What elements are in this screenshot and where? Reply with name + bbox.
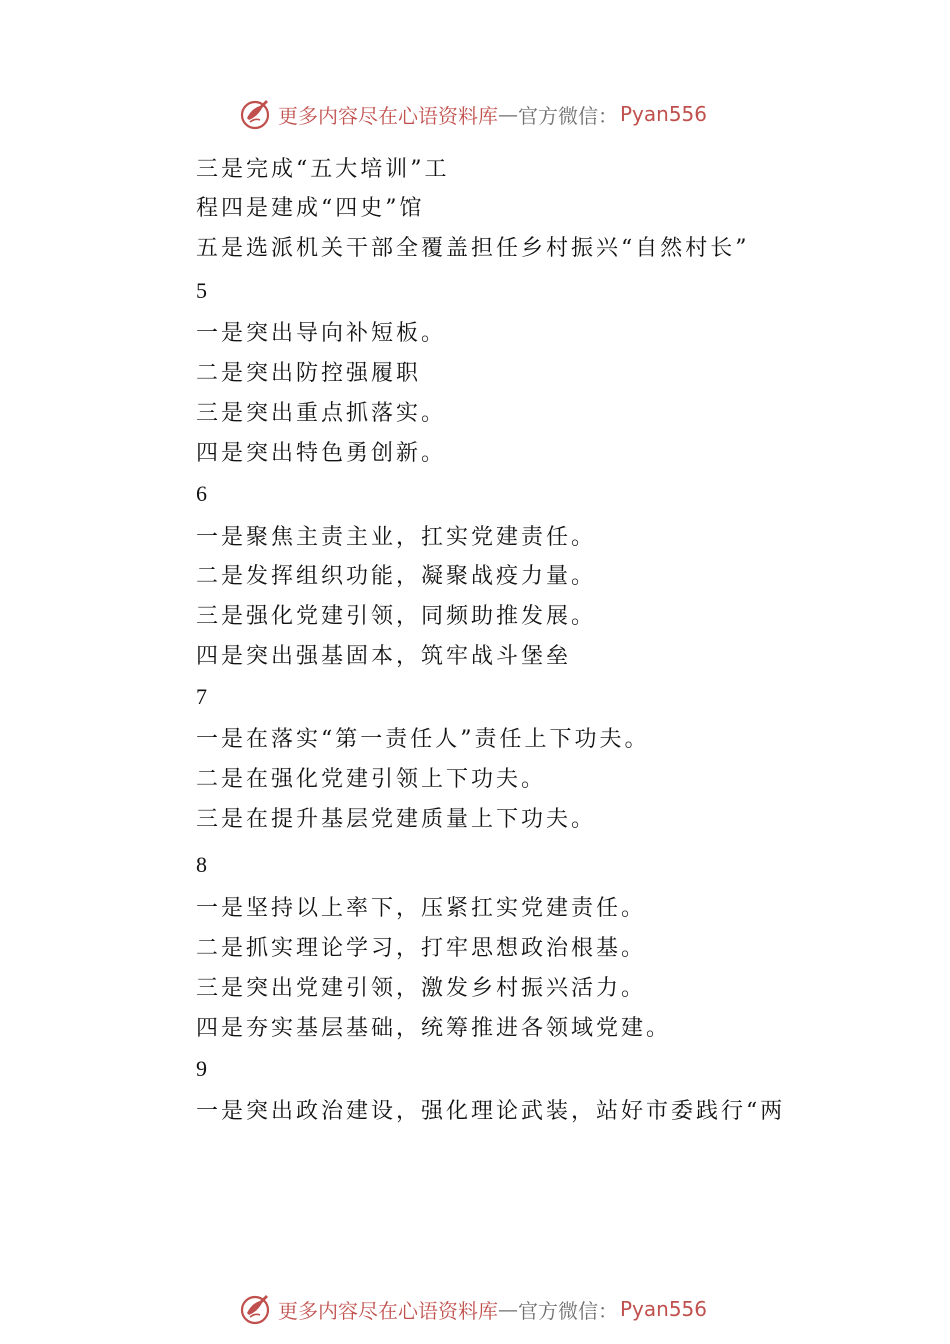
paragraph: 一是突出政治建设，强化理论武装，站好市委践行“两 (196, 1099, 786, 1124)
paragraph: 二是突出防控强履职 (196, 361, 422, 386)
paragraph: 二是抓实理论学习，打牢思想政治根基。 (196, 936, 647, 961)
banner-dash: — (498, 102, 518, 126)
paragraph: 二是在强化党建引领上下功夫。 (196, 767, 547, 792)
paragraph: 一是突出导向补短板。 (196, 321, 447, 346)
paragraph: 程四是建成“四史”馆 (196, 196, 425, 221)
paragraph: 三是突出党建引领，激发乡村振兴活力。 (196, 976, 647, 1001)
paragraph: 二是发挥组织功能，凝聚战疫力量。 (196, 564, 597, 589)
banner-wechat-id: Pyan556 (620, 1297, 708, 1321)
banner-label: 官方微信： (518, 103, 618, 128)
paragraph: 三是在提升基层党建质量上下功夫。 (196, 807, 597, 832)
paragraph: 五是选派机关干部全覆盖担任乡村振兴“自然村长” (196, 236, 750, 261)
footer-banner (238, 1291, 707, 1327)
banner-dash: — (498, 1297, 518, 1321)
header-banner (238, 96, 707, 132)
paragraph: 一是在落实“第一责任人”责任上下功夫。 (196, 727, 650, 752)
section-number: 6 (196, 481, 207, 506)
paragraph: 四是突出特色勇创新。 (196, 441, 447, 466)
section-number: 7 (196, 684, 207, 709)
paragraph: 三是强化党建引领，同频助推发展。 (196, 604, 597, 629)
brand-logo-icon (238, 1291, 274, 1327)
banner-wechat-id: Pyan556 (620, 102, 708, 126)
paragraph: 一是聚焦主责主业，扛实党建责任。 (196, 525, 597, 550)
section-number: 5 (196, 278, 207, 303)
section-number: 9 (196, 1056, 207, 1081)
banner-label: 官方微信： (518, 1298, 618, 1323)
paragraph: 一是坚持以上率下，压紧扛实党建责任。 (196, 896, 647, 921)
paragraph: 四是突出强基固本，筑牢战斗堡垒 (196, 644, 572, 669)
paragraph: 三是突出重点抓落实。 (196, 401, 447, 426)
section-number: 8 (196, 852, 207, 877)
brand-logo-icon (238, 96, 274, 132)
banner-main-text: 更多内容尽在心语资料库 (278, 1298, 498, 1323)
paragraph: 三是完成“五大培训”工 (196, 157, 450, 182)
banner-main-text: 更多内容尽在心语资料库 (278, 103, 498, 128)
paragraph: 四是夯实基层基础，统筹推进各领域党建。 (196, 1016, 672, 1041)
